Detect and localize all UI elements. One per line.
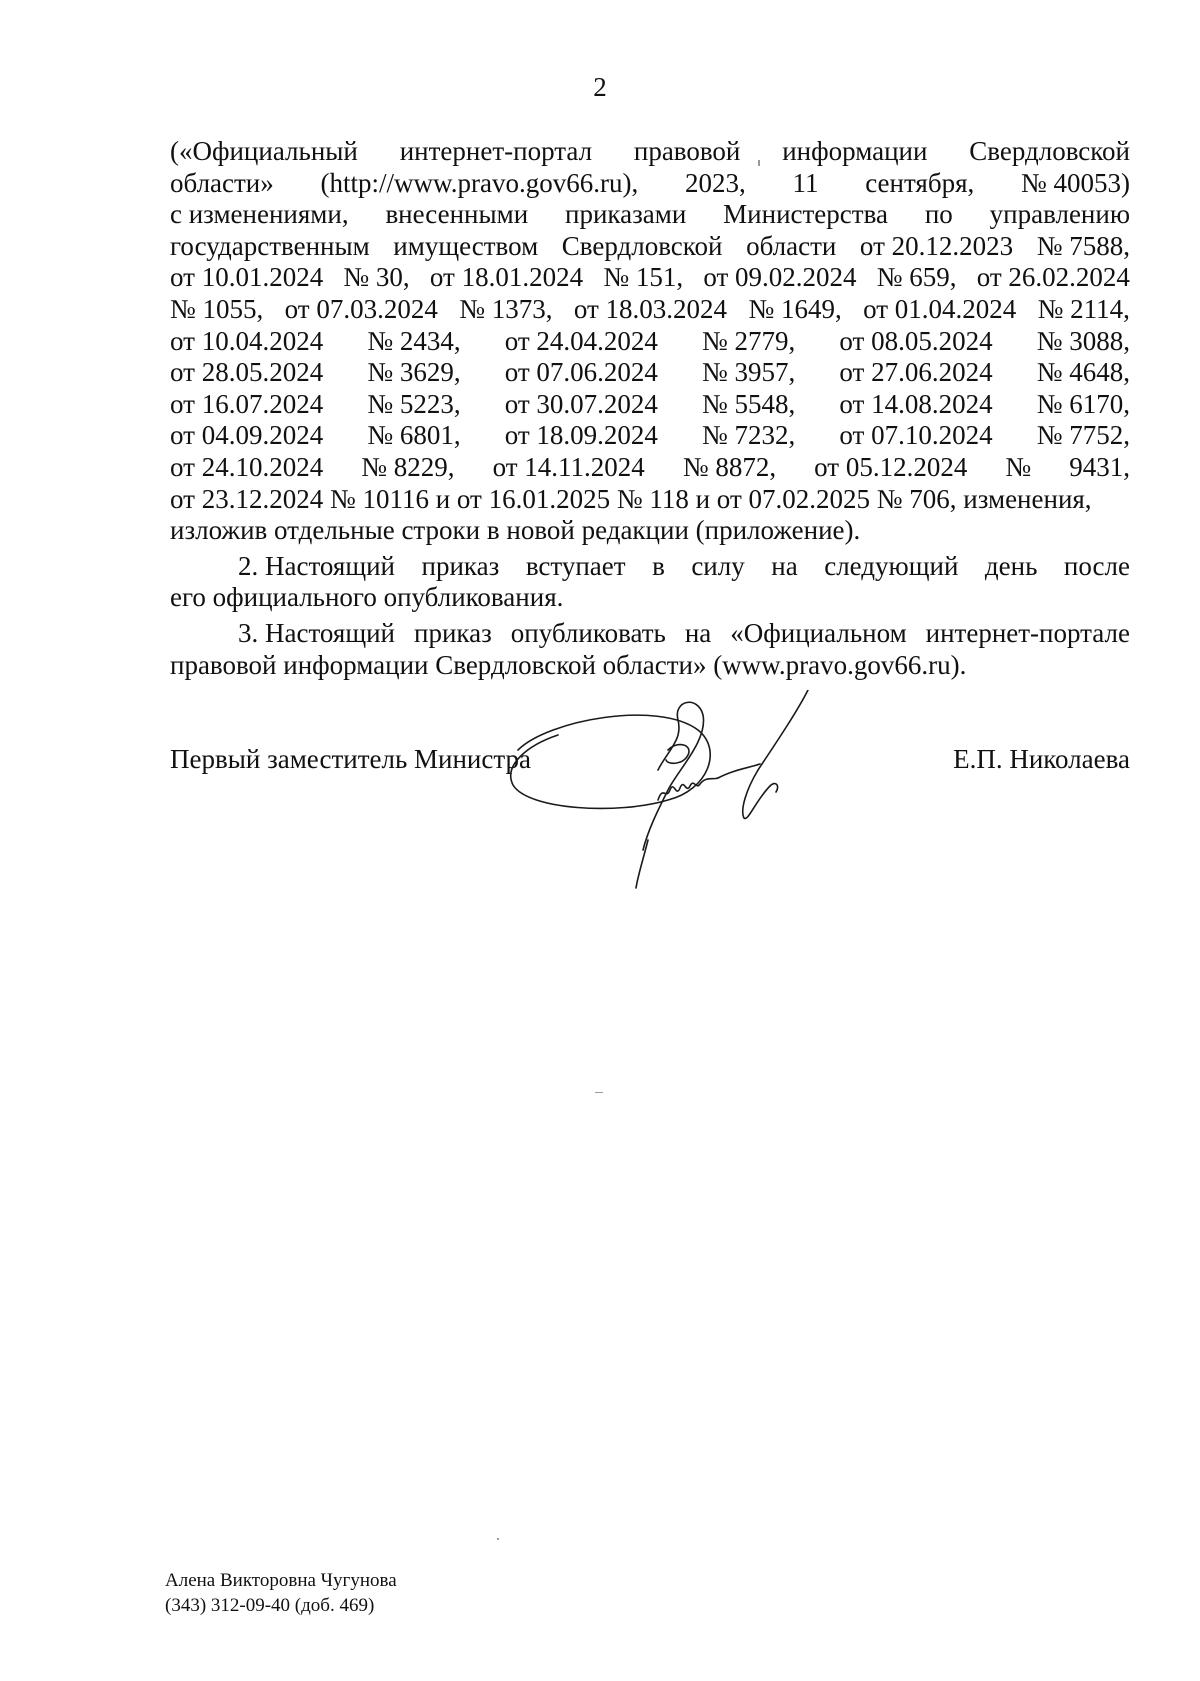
body-word: день bbox=[984, 550, 1038, 581]
body-word: от 05.12.2024 bbox=[814, 451, 968, 482]
body-word: опубликовать bbox=[510, 617, 666, 648]
body-word: от 10.01.2024 bbox=[170, 262, 324, 293]
body-word: 3. Настоящий bbox=[238, 617, 396, 648]
body-word: приказ bbox=[414, 617, 492, 648]
body-word: на bbox=[771, 550, 798, 581]
body-word: от 18.09.2024 bbox=[504, 420, 658, 451]
body-word: № 40053) bbox=[1020, 167, 1130, 198]
scan-speck bbox=[497, 1538, 499, 1540]
body-word: («Официальный bbox=[170, 136, 358, 166]
body-word: области» bbox=[170, 167, 274, 198]
body-word: изложив отдельные строки в новой редакции (приложение). bbox=[170, 515, 861, 546]
body-word: 9431, bbox=[1069, 451, 1130, 482]
body-word: на bbox=[684, 617, 712, 648]
body-word: следующий bbox=[824, 550, 959, 581]
body-line bbox=[170, 326, 1130, 358]
body-word: от 24.10.2024 bbox=[170, 451, 324, 482]
body-word: от 20.12.2023 bbox=[859, 230, 1014, 261]
body-word: № 6170, bbox=[1036, 388, 1130, 419]
body-word: № 7588, bbox=[1036, 230, 1130, 261]
body-word: от 16.07.2024 bbox=[170, 388, 324, 419]
body-text bbox=[170, 136, 1130, 681]
body-word: интернет-портал bbox=[399, 136, 593, 166]
body-word: силу bbox=[691, 550, 745, 581]
body-word: государственным bbox=[170, 230, 370, 261]
paragraph-2-line-2: его официального опубликования. bbox=[170, 582, 564, 613]
scan-speck bbox=[758, 160, 760, 166]
body-word: «Официальном bbox=[730, 617, 907, 648]
body-line bbox=[170, 168, 1130, 200]
body-word: Свердловской bbox=[969, 136, 1130, 166]
body-line bbox=[170, 515, 1130, 547]
paragraph-2 bbox=[170, 551, 1130, 614]
body-word: от 26.02.2024 bbox=[976, 262, 1130, 293]
body-line bbox=[170, 484, 1130, 516]
paragraph-3-line-1 bbox=[170, 618, 1130, 650]
body-word: от 10.04.2024 bbox=[170, 325, 324, 356]
body-word: № 3088, bbox=[1036, 325, 1130, 356]
signatory-position: Первый заместитель Министра bbox=[170, 744, 531, 774]
body-word: от 14.08.2024 bbox=[839, 388, 993, 419]
body-word: после bbox=[1063, 550, 1130, 581]
body-word: интернет-портале bbox=[925, 617, 1130, 648]
body-word: Министерства bbox=[723, 199, 888, 230]
paragraph-2-line-1 bbox=[170, 551, 1130, 583]
body-word: от 07.06.2024 bbox=[504, 357, 658, 388]
body-word: по bbox=[924, 199, 953, 230]
body-word: правовой bbox=[633, 136, 741, 166]
body-word: от 04.09.2024 bbox=[170, 420, 324, 451]
body-line bbox=[170, 389, 1130, 421]
body-word: 2023, bbox=[684, 167, 746, 198]
scan-speck bbox=[595, 1092, 603, 1093]
body-word: № 5548, bbox=[702, 388, 796, 419]
body-line bbox=[170, 136, 1130, 168]
body-word: № 1055, bbox=[170, 293, 264, 324]
body-word: Свердловской bbox=[561, 230, 723, 261]
body-line bbox=[170, 262, 1130, 294]
body-word: от 28.05.2024 bbox=[170, 357, 324, 388]
body-word: № 7232, bbox=[702, 420, 796, 451]
body-word: № 1373, bbox=[459, 293, 553, 324]
body-word: с изменениями, bbox=[170, 199, 349, 230]
body-word: от 07.03.2024 bbox=[284, 293, 438, 324]
body-word: в bbox=[652, 550, 665, 581]
body-line bbox=[170, 231, 1130, 263]
body-word: № 8229, bbox=[361, 451, 455, 482]
body-word: приказами bbox=[565, 199, 687, 230]
body-word: № 151, bbox=[603, 262, 684, 293]
body-word: 11 bbox=[792, 167, 819, 198]
body-word: внесенными bbox=[385, 199, 529, 230]
body-word: управлению bbox=[989, 199, 1130, 230]
signatory-name: Е.П. Николаева bbox=[953, 744, 1130, 774]
body-word: от 18.01.2024 bbox=[429, 262, 584, 293]
body-word: № bbox=[1005, 451, 1032, 482]
body-line bbox=[170, 452, 1130, 484]
body-word: № 2114, bbox=[1037, 293, 1130, 324]
body-line bbox=[170, 357, 1130, 389]
body-word: № 5223, bbox=[367, 388, 461, 419]
body-word: информации bbox=[782, 136, 928, 166]
body-word: вступает bbox=[525, 550, 626, 581]
body-word: № 6801, bbox=[367, 420, 461, 451]
body-word: № 8872, bbox=[682, 451, 777, 482]
body-word: № 3629, bbox=[367, 357, 461, 388]
executor-name: Алена Викторовна Чугунова bbox=[165, 1570, 397, 1591]
body-line bbox=[170, 294, 1130, 326]
body-word: от 14.11.2024 bbox=[492, 451, 645, 482]
body-word: № 1649, bbox=[748, 293, 842, 324]
body-word: 2. Настоящий bbox=[238, 550, 396, 581]
body-line bbox=[170, 420, 1130, 452]
body-word: от 01.04.2024 bbox=[863, 293, 1017, 324]
body-word: № 4648, bbox=[1036, 357, 1130, 388]
body-word: области bbox=[746, 230, 837, 261]
body-word: сентября, bbox=[865, 167, 975, 198]
page-number: 2 bbox=[593, 72, 607, 102]
paragraph-3 bbox=[170, 618, 1130, 681]
executor-phone: (343) 312-09-40 (доб. 469) bbox=[165, 1595, 375, 1616]
body-word: (http://www.pravo.gov66.ru), bbox=[320, 167, 639, 198]
body-word: от 09.02.2024 bbox=[703, 262, 857, 293]
body-word: от 23.12.2024 № 10116 и от 16.01.2025 № 118 и от 07.02.2025 № 706, изменения, bbox=[170, 483, 1092, 514]
body-word: приказ bbox=[421, 550, 500, 581]
body-word: № 2434, bbox=[367, 325, 461, 356]
body-word: от 30.07.2024 bbox=[504, 388, 658, 419]
footer bbox=[165, 1568, 397, 1618]
body-word: от 24.04.2024 bbox=[504, 325, 658, 356]
body-word: № 659, bbox=[876, 262, 957, 293]
body-word: от 18.03.2024 bbox=[573, 293, 728, 324]
body-word: от 08.05.2024 bbox=[839, 325, 993, 356]
body-word: № 3957, bbox=[702, 357, 796, 388]
body-word: № 2779, bbox=[702, 325, 796, 356]
paragraph-3-line-2: правовой информации Свердловской области» (www.pravo.gov66.ru). bbox=[170, 649, 967, 680]
justified-lines bbox=[170, 136, 1130, 547]
body-word: от 07.10.2024 bbox=[839, 420, 993, 451]
body-word: № 7752, bbox=[1036, 420, 1130, 451]
body-word: имуществом bbox=[393, 230, 539, 261]
body-word: от 27.06.2024 bbox=[839, 357, 993, 388]
body-word: № 30, bbox=[343, 262, 410, 293]
handwritten-signature bbox=[508, 690, 888, 890]
body-line bbox=[170, 199, 1130, 231]
